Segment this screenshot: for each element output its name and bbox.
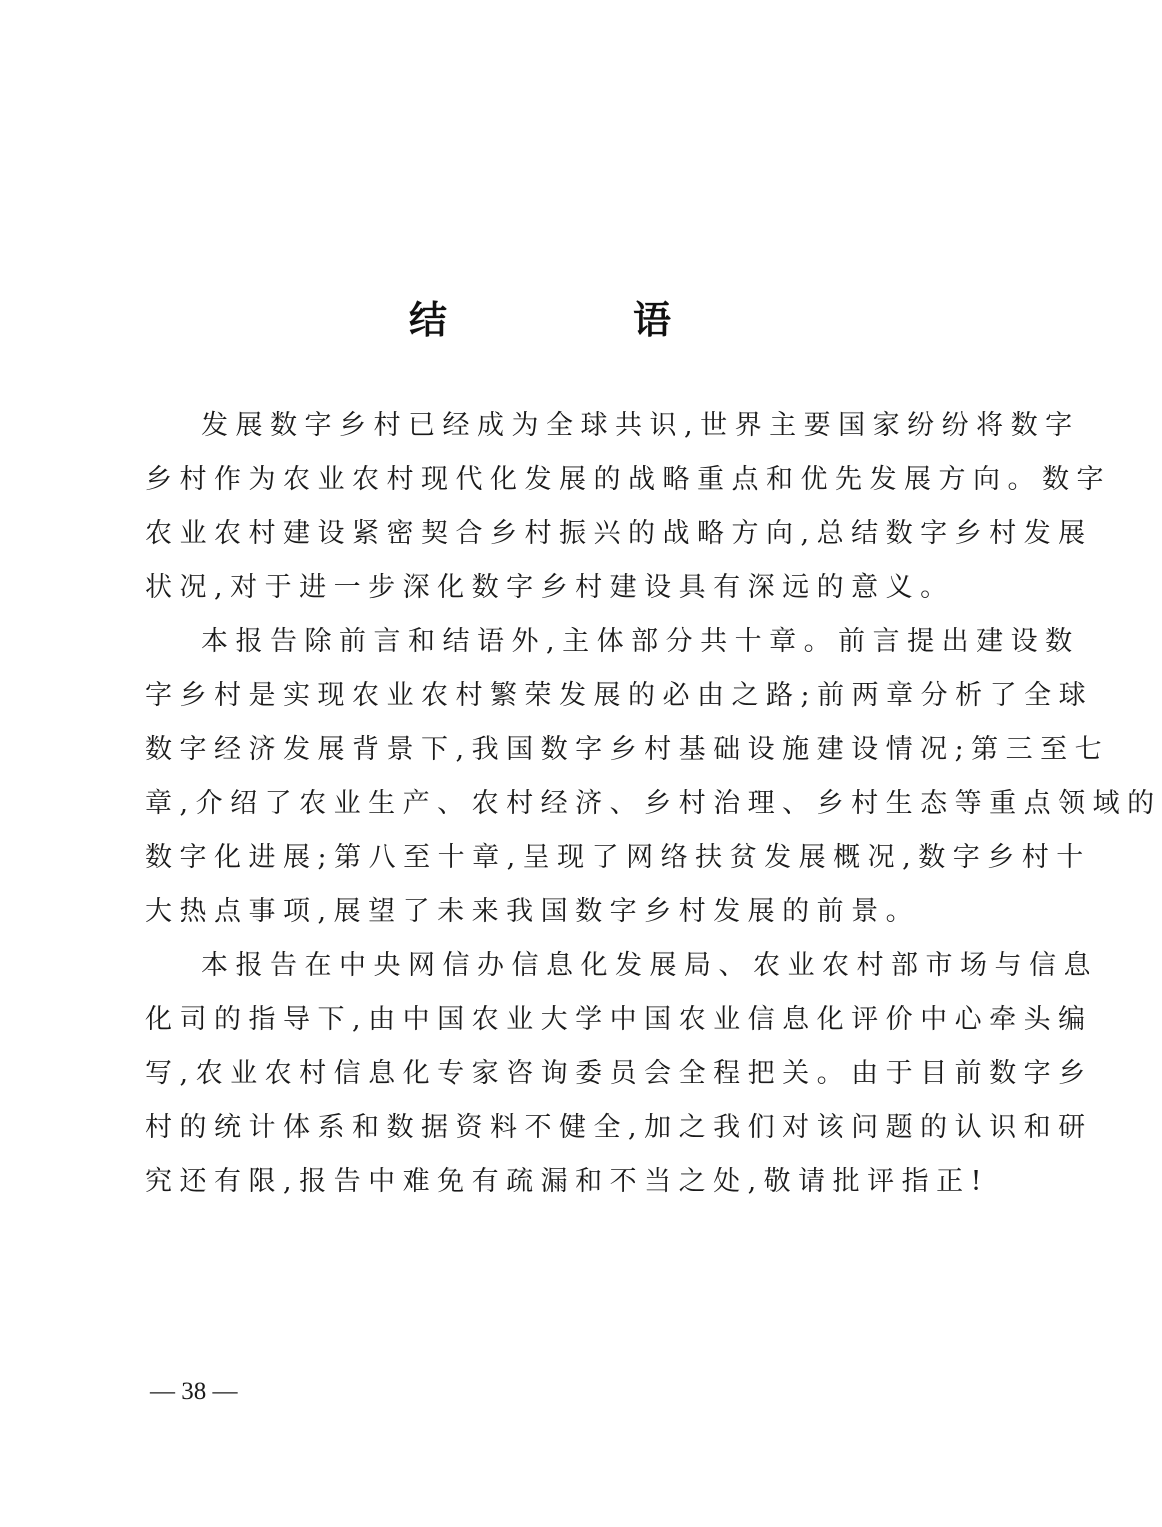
text-line: 村的统计体系和数据资料不健全,加之我们对该问题的认识和研 bbox=[145, 1112, 1093, 1143]
paragraph-1 bbox=[145, 399, 1111, 615]
text-line: 化司的指导下,由中国农业大学中国农业信息化评价中心牵头编 bbox=[145, 1004, 1093, 1035]
text-line: 农业农村建设紧密契合乡村振兴的战略方向,总结数字乡村发展 bbox=[145, 518, 1093, 549]
page-number: — 38 — bbox=[150, 1378, 238, 1405]
text-line: 章,介绍了农业生产、农村经济、乡村治理、乡村生态等重点领域的 bbox=[145, 788, 1162, 819]
text-line: 写,农业农村信息化专家咨询委员会全程把关。由于目前数字乡 bbox=[145, 1058, 1093, 1089]
text-line: 数字经济发展背景下,我国数字乡村基础设施建设情况;第三至七 bbox=[145, 734, 1110, 765]
page-title: 结 语 bbox=[408, 298, 745, 342]
text-line: 本报告除前言和结语外,主体部分共十章。前言提出建设数 bbox=[201, 626, 1080, 657]
text-line: 字乡村是实现农业农村繁荣发展的必由之路;前两章分析了全球 bbox=[145, 680, 1094, 711]
text-line: 状况,对于进一步深化数字乡村建设具有深远的意义。 bbox=[145, 572, 955, 603]
text-line: 发展数字乡村已经成为全球共识,世界主要国家纷纷将数字 bbox=[201, 410, 1080, 441]
text-line: 究还有限,报告中难免有疏漏和不当之处,敬请批评指正! bbox=[145, 1166, 990, 1197]
paragraph-3 bbox=[145, 939, 1098, 1209]
paragraph-2 bbox=[145, 615, 1162, 939]
text-line: 乡村作为农业农村现代化发展的战略重点和优先发展方向。数字 bbox=[145, 464, 1111, 495]
text-line: 数字化进展;第八至十章,呈现了网络扶贫发展概况,数字乡村十 bbox=[145, 842, 1091, 873]
text-line: 本报告在中央网信办信息化发展局、农业农村部市场与信息 bbox=[201, 950, 1098, 981]
body-text bbox=[145, 399, 1162, 1209]
text-line: 大热点事项,展望了未来我国数字乡村发展的前景。 bbox=[145, 896, 921, 927]
